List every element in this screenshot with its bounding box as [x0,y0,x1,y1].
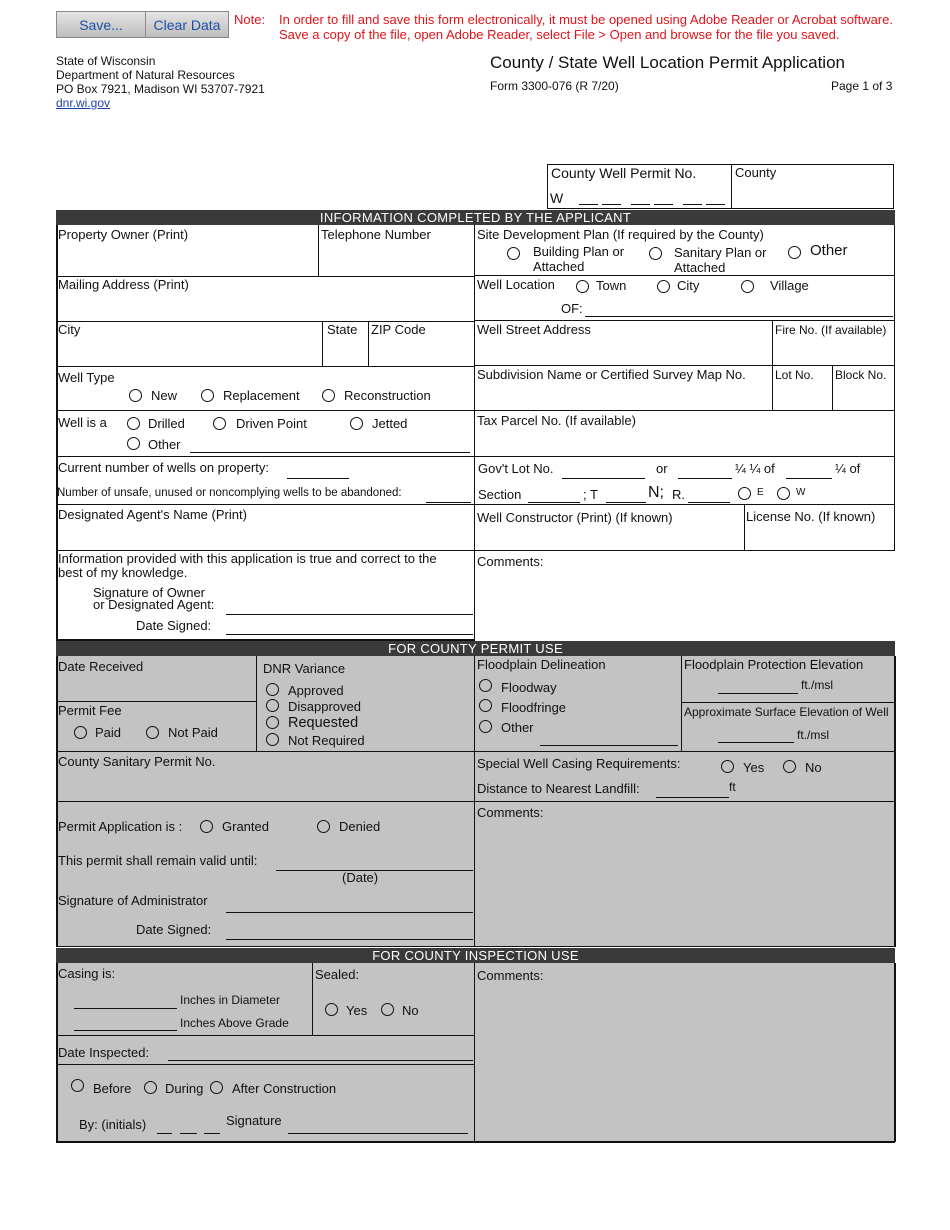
building-plan-label-1: Building Plan or [533,244,625,259]
form-title: County / State Well Location Permit Application [490,53,845,72]
valid-until-date-hint: (Date) [342,870,379,885]
new-label: New [151,388,178,403]
govt-lot-input[interactable] [562,464,645,479]
casing-is-label: Casing is: [58,966,116,981]
floodplain-other-label: Other [501,720,534,735]
surface-elevation-label: Approximate Surface Elevation of Well [684,705,889,719]
sanitary-plan-label-2: Attached [674,260,726,275]
above-grade-input[interactable] [74,1016,177,1031]
permit-no-label: County Well Permit No. [551,165,697,181]
reconstruction-label: Reconstruction [344,388,431,403]
township-input[interactable] [606,488,646,503]
date-received-input[interactable] [60,676,253,698]
owner-label: Property Owner (Print) [58,227,189,242]
subdivision-label: Subdivision Name or Certified Survey Map No. [477,367,746,382]
county-comments-label: Comments: [477,805,544,820]
owner-date-input[interactable] [226,620,473,635]
county-input[interactable] [735,182,890,206]
constructor-label: Well Constructor (Print) (If known) [477,510,673,525]
west-label: W [796,487,806,498]
of-label: OF: [561,301,583,316]
zip-input[interactable] [372,340,470,362]
floodway-label: Floodway [501,680,557,695]
state-label: State [327,322,358,337]
disapproved-radio[interactable] [266,699,279,712]
floodway-radio[interactable] [479,679,492,692]
inspection-comments-label: Comments: [477,968,544,983]
note-line-1: In order to fill and save this form electronically, it must be opened using Adobe Reader or Acrobat software. [279,12,893,27]
sealed-yes-label: Yes [346,1003,368,1018]
block-input[interactable] [836,385,891,407]
valid-until-input[interactable] [276,856,473,871]
owner-signature-input[interactable] [226,600,473,615]
drilled-radio[interactable] [127,417,140,430]
lot-input[interactable] [776,385,828,407]
permit-no-input[interactable] [575,189,725,205]
sanitary-permit-input[interactable] [60,772,470,797]
village-label: Village [770,278,809,293]
application-is-label: Permit Application is : [58,819,183,834]
well-other-input[interactable] [190,438,470,453]
inspector-signature-input[interactable] [288,1119,468,1134]
mailing-label: Mailing Address (Print) [58,277,189,292]
admin-date-signed-input[interactable] [226,925,473,940]
building-plan-label-2: Attached [533,259,585,274]
dnr-variance-label: DNR Variance [263,661,346,676]
floodplain-other-radio[interactable] [479,720,492,733]
replacement-radio[interactable] [201,389,214,402]
agent-label: Designated Agent's Name (Print) [58,507,247,522]
range-label: R. [672,487,685,502]
block-label: Block No. [835,368,887,382]
drilled-label: Drilled [148,416,185,431]
landfill-label: Distance to Nearest Landfill: [477,781,640,796]
floodplain-other-input[interactable] [540,731,678,746]
new-radio[interactable] [129,389,142,402]
certify-line-2: best of my knowledge. [58,565,188,580]
sanitary-plan-radio[interactable] [649,247,662,260]
current-wells-label: Current number of wells on property: [58,460,269,475]
sig-owner-label-2: or Designated Agent: [93,597,215,612]
approved-radio[interactable] [266,683,279,696]
sealed-no-label: No [402,1003,419,1018]
during-radio[interactable] [144,1081,157,1094]
building-plan-radio[interactable] [507,247,520,260]
sanitary-permit-label: County Sanitary Permit No. [58,754,216,769]
city-radio[interactable] [657,280,670,293]
section-input[interactable] [528,488,580,503]
granted-label: Granted [222,819,269,834]
not-required-label: Not Required [288,733,365,748]
denied-label: Denied [339,819,381,834]
certify-line-1: Information provided with this application is true and correct to the [58,551,437,566]
disapproved-label: Disapproved [288,699,361,714]
requested-label: Requested [288,715,359,731]
initials-input[interactable] [155,1117,221,1133]
section-label: Section [478,487,522,502]
constructor-input[interactable] [478,528,740,548]
clear-data-button[interactable]: Clear Data [145,11,229,38]
permit-fee-label: Permit Fee [58,703,122,718]
diameter-label: Inches in Diameter [180,993,281,1007]
jetted-radio[interactable] [350,417,363,430]
not-required-radio[interactable] [266,733,279,746]
casing-no-radio[interactable] [783,760,796,773]
floodfringe-radio[interactable] [479,699,492,712]
inspector-signature-label: Signature [226,1113,282,1128]
mailing-input[interactable] [60,296,470,318]
quarter-label: ¼ of [835,461,861,476]
zip-label: ZIP Code [371,322,426,337]
township-label: ; T [583,487,598,502]
county-comments-input[interactable] [478,823,890,943]
requested-radio[interactable] [266,716,279,729]
fire-no-input[interactable] [776,340,891,362]
quarter-input[interactable] [786,464,832,479]
sealed-label: Sealed: [315,967,360,982]
granted-radio[interactable] [200,820,213,833]
quarter-quarter-label: ¼ ¼ of [735,461,775,476]
permit-prefix: W [550,190,564,206]
before-label: Before [93,1081,132,1096]
casing-no-label: No [805,760,822,775]
village-radio[interactable] [741,280,754,293]
well-other-radio[interactable] [127,437,140,450]
east-label: E [757,487,764,498]
date-received-label: Date Received [58,659,144,674]
admin-signature-label: Signature of Administrator [58,893,208,908]
fire-no-label: Fire No. (If available) [775,323,887,337]
section-header-applicant: INFORMATION COMPLETED BY THE APPLICANT [56,210,895,225]
unsafe-wells-label: Number of unsafe, unused or noncomplying wells to be abandoned: [57,487,402,499]
not-paid-label: Not Paid [168,725,218,740]
landfill-unit: ft [729,780,736,794]
unsafe-wells-input[interactable] [426,488,471,503]
county-label: County [735,165,777,180]
govt-lot-label: Gov't Lot No. [478,461,554,476]
floodplain-label: Floodplain Delineation [477,657,606,672]
lot-label: Lot No. [775,368,814,382]
date-signed-label: Date Signed: [136,618,212,633]
casing-yes-radio[interactable] [721,760,734,773]
after-construction-label: After Construction [232,1081,337,1096]
municipality-input[interactable] [585,302,893,317]
surface-elevation-input[interactable] [718,728,794,743]
north-label: N; [648,484,664,501]
above-grade-label: Inches Above Grade [180,1016,289,1030]
after-construction-radio[interactable] [210,1081,223,1094]
before-radio[interactable] [71,1079,84,1092]
paid-label: Paid [95,725,122,740]
section-header-inspection: FOR COUNTY INSPECTION USE [56,948,895,963]
agency-state: State of Wisconsin [56,54,156,68]
site-plan-label: Site Development Plan (If required by the County) [477,227,764,242]
date-inspected-input[interactable] [168,1046,473,1061]
agent-input[interactable] [60,525,470,547]
fp-elevation-unit: ft./msl [801,678,833,692]
sanitary-plan-label-1: Sanitary Plan or [674,245,767,260]
driven-point-label: Driven Point [236,416,307,431]
replacement-label: Replacement [223,388,300,403]
note-line-2: Save a copy of the file, open Adobe Reader, select File > Open and browse for the file you saved. [279,27,840,42]
jetted-label: Jetted [372,416,408,431]
during-label: During [165,1081,204,1096]
well-is-label: Well is a [58,415,107,430]
sig-owner-label-1: Signature of Owner [93,585,206,600]
section-header-county-permit: FOR COUNTY PERMIT USE [56,641,895,656]
site-plan-other-radio[interactable] [788,246,801,259]
site-plan-other-label: Other [810,242,848,259]
casing-yes-label: Yes [743,760,765,775]
page-number: Page 1 of 3 [831,79,893,93]
quarter-quarter-input[interactable] [678,464,732,479]
city-option-label: City [677,278,700,293]
license-input[interactable] [748,528,891,548]
fp-elevation-label: Floodplain Protection Elevation [684,657,864,672]
diameter-input[interactable] [74,994,177,1009]
well-type-label: Well Type [58,370,115,385]
license-label: License No. (If known) [746,509,876,524]
sealed-no-radio[interactable] [381,1003,394,1016]
state-input[interactable] [325,340,365,362]
not-paid-radio[interactable] [146,726,159,739]
owner-input[interactable] [60,246,315,272]
east-radio[interactable] [738,487,751,500]
town-radio[interactable] [576,280,589,293]
or-label: or [656,461,668,476]
paid-radio[interactable] [74,726,87,739]
denied-radio[interactable] [317,820,330,833]
agency-department: Department of Natural Resources [56,68,235,82]
approved-label: Approved [288,683,344,698]
well-other-label: Other [148,437,181,452]
applicant-comments-input[interactable] [478,572,890,636]
west-radio[interactable] [777,487,790,500]
applicant-comments-label: Comments: [477,554,544,569]
subdivision-input[interactable] [478,385,768,407]
town-label: Town [596,278,627,293]
floodfringe-label: Floodfringe [501,700,567,715]
driven-point-radio[interactable] [213,417,226,430]
landfill-input[interactable] [656,783,729,798]
date-inspected-label: Date Inspected: [58,1045,150,1060]
agency-website-link[interactable]: dnr.wi.gov [56,96,111,110]
reconstruction-radio[interactable] [322,389,335,402]
fp-elevation-input[interactable] [718,679,798,694]
note-label: Note: [234,12,266,27]
save-button[interactable]: Save... [56,11,146,38]
surface-elevation-unit: ft./msl [797,728,829,742]
range-input[interactable] [688,488,730,503]
agency-address: PO Box 7921, Madison WI 53707-7921 [56,82,265,96]
street-label: Well Street Address [477,322,591,337]
well-location-label: Well Location [477,277,555,292]
current-wells-input[interactable] [287,464,349,479]
phone-label: Telephone Number [321,227,431,242]
street-input[interactable] [478,340,768,362]
admin-date-signed-label: Date Signed: [136,922,212,937]
tax-parcel-input[interactable] [478,431,890,453]
sealed-yes-radio[interactable] [325,1003,338,1016]
valid-until-label: This permit shall remain valid until: [58,853,258,868]
admin-signature-input[interactable] [226,898,473,913]
initials-label: By: (initials) [79,1117,147,1132]
city-input[interactable] [60,340,318,362]
city-label: City [58,322,81,337]
tax-parcel-label: Tax Parcel No. (If available) [477,413,636,428]
inspection-comments-input[interactable] [478,986,890,1136]
casing-requirements-label: Special Well Casing Requirements: [477,756,681,771]
form-number: Form 3300-076 (R 7/20) [490,79,619,93]
phone-input[interactable] [322,246,470,272]
